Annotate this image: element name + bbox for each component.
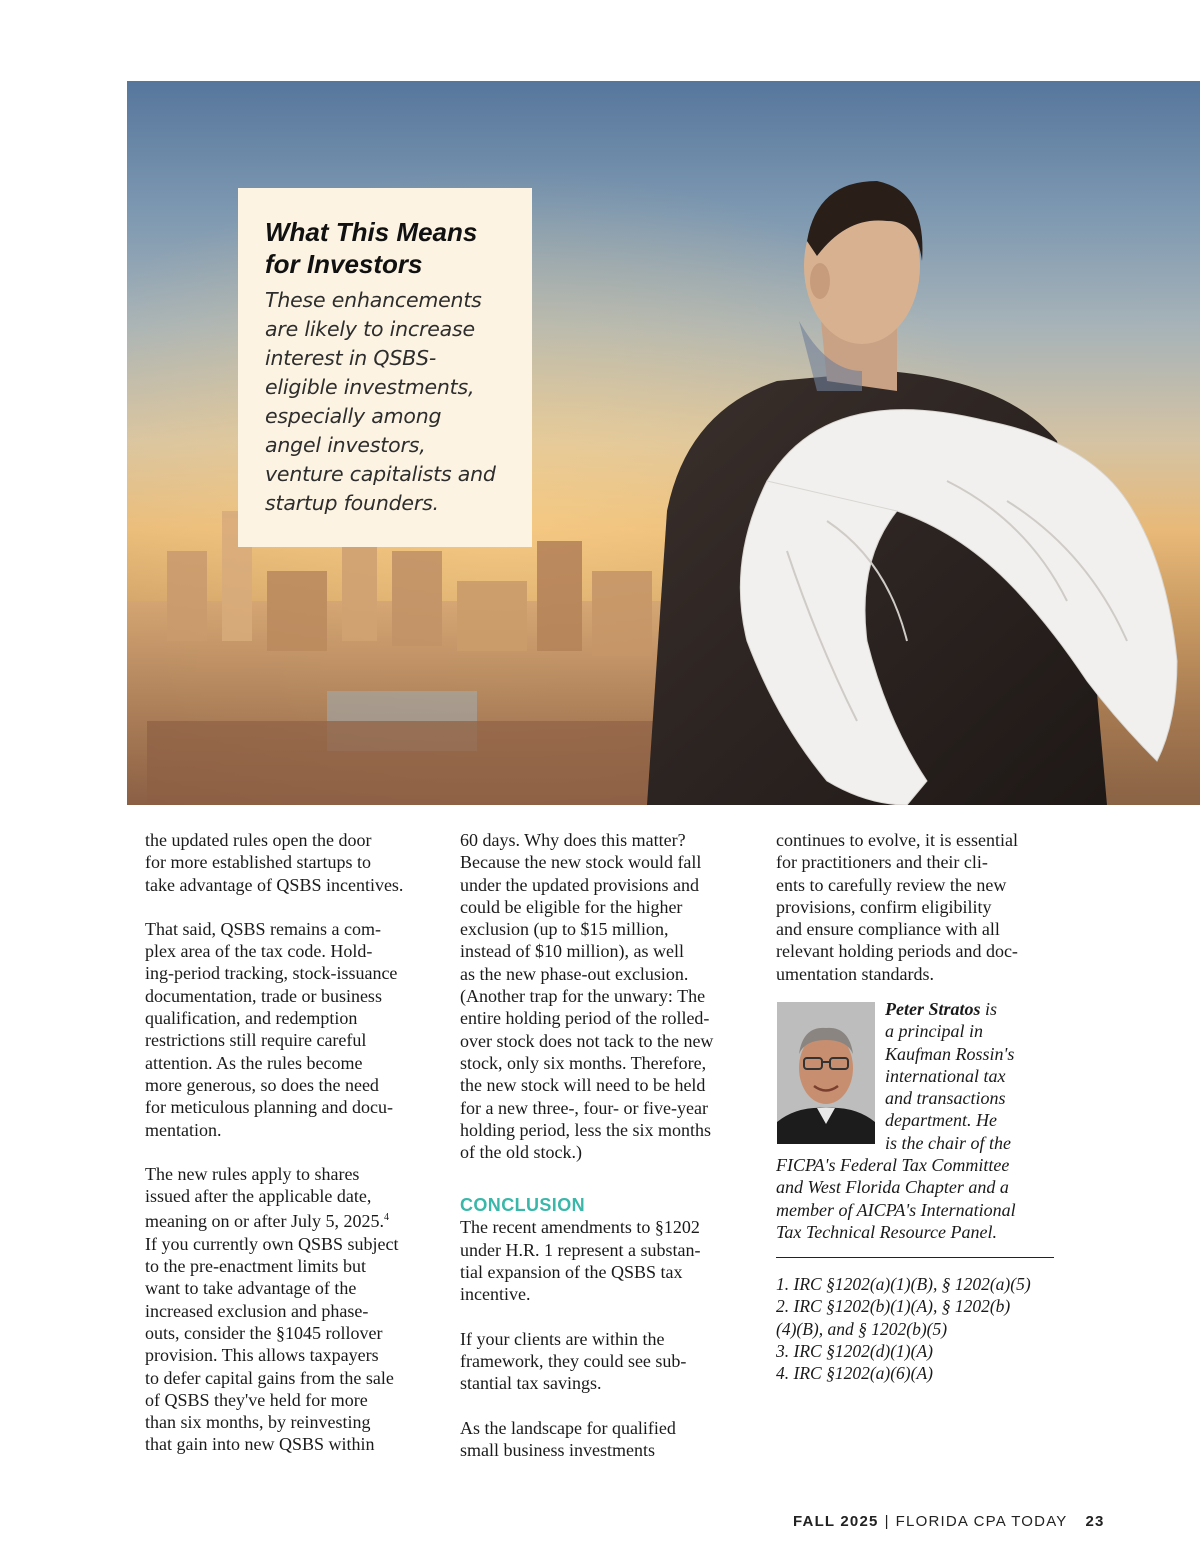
- footnote: 1. IRC §1202(a)(1)(B), § 1202(a)(5): [776, 1274, 1031, 1294]
- footnote-divider: [776, 1257, 1054, 1258]
- article-column-1: [145, 829, 435, 1478]
- footnote: 4. IRC §1202(a)(6)(A): [776, 1363, 933, 1384]
- callout-box: [238, 188, 532, 547]
- author-description: is a principal in Kaufman Rossin's international tax and transactions department. He is the chair of the FICPA's Federal Tax Committee and West Florida Chapter and a member of AICPA's International Tax Technical Resource Panel.: [776, 999, 1016, 1242]
- footnote-ref: 4: [383, 1212, 389, 1224]
- paragraph: As the landscape for qualified small business investments: [460, 1417, 676, 1460]
- article-column-2: [460, 829, 750, 1483]
- paragraph: The recent amendments to §1202 under H.R. 1 represent a substan- tial expansion of the QSBS tax incentive.: [460, 1217, 701, 1305]
- paragraph: That said, QSBS remains a com- plex area of the tax code. Hold- ing-period tracking, stock-issuance documentation, trade or business qualification, and redemption restrictions still require careful attention. As the rules become more generous, so does the need for meticulous planning and docu- mentation.: [145, 918, 398, 1140]
- issue-season: FALL 2025: [793, 1513, 879, 1530]
- callout-body: These enhancements are likely to increase interest in QSBS- eligible investments, especially among angel investors, venture capitalists and startup founders.: [265, 288, 496, 515]
- author-bio: [776, 998, 1066, 1243]
- page-footer: [793, 1513, 1105, 1530]
- article-column-3: [776, 829, 1066, 1007]
- paragraph: 60 days. Why does this matter? Because the new stock would fall under the updated provisions and could be eligible for the higher exclusion (up to $15 million, instead of $10 million), as well as the new phase-out exclusion. (Another trap for the unwary: The entire holding period of the rolled- over stock does not tack to the new stock, only six months. Therefore, the new stock will need to be held for a new three-, four- or five-year holding period, less the six months of the old stock.): [460, 830, 714, 1163]
- paragraph-text: The new rules apply to shares issued after the applicable date, meaning on or after July 5, 2025.: [145, 1163, 384, 1232]
- conclusion-heading: CONCLUSION: [460, 1195, 585, 1216]
- author-portrait: [777, 1002, 875, 1144]
- paragraph: the updated rules open the door for more established startups to take advantage of QSBS incentives.: [145, 830, 404, 895]
- paragraph-text: If you currently own QSBS subject to the pre-enactment limits but want to take advantage of the increased exclusion and phase- outs, consider the §1045 rollover provision. This allows taxpayers to defer capital gains from the sale of QSBS they've held for more than six months, by reinvesting that gain into new QSBS within: [145, 1233, 399, 1455]
- callout-title: What This Means for Investors: [265, 217, 478, 279]
- publication-name: FLORIDA CPA TODAY: [895, 1513, 1068, 1530]
- author-name: Peter Stratos: [885, 999, 981, 1019]
- footnote: 2. IRC §1202(b)(1)(A), § 1202(b) (4)(B), and § 1202(b)(5): [776, 1296, 1011, 1339]
- page-number: 23: [1085, 1513, 1105, 1530]
- footnotes: [776, 1273, 1066, 1384]
- footer-separator: |: [884, 1513, 890, 1530]
- footnote: 3. IRC §1202(d)(1)(A): [776, 1340, 933, 1361]
- paragraph: continues to evolve, it is essential for practitioners and their cli- ents to carefully review the new provisions, confirm eligibility and ensure compliance with all relevant holding periods and doc- umentation standards.: [776, 830, 1018, 984]
- paragraph: If your clients are within the framework, they could see sub- stantial tax savings.: [460, 1328, 687, 1394]
- paragraph: [145, 1163, 435, 1456]
- author-photo: [777, 1002, 875, 1144]
